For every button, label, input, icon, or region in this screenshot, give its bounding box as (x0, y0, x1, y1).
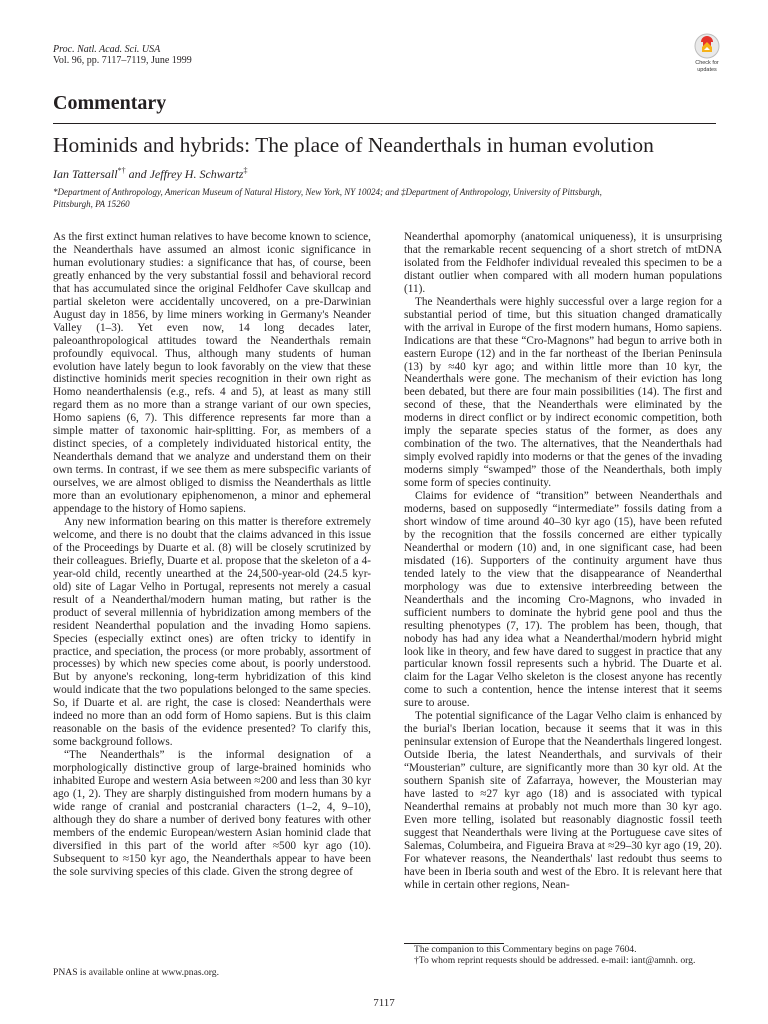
right-column (404, 231, 722, 892)
section-rule (53, 123, 716, 124)
footnote-reprint: †To whom reprint requests should be addressed. e-mail: iant@amnh. org. (414, 955, 696, 966)
paragraph: “The Neanderthals” is the informal designation of a morphologically distinctive group of large-brained hominids who inhabited Europe and western Asia between ≈200 and less than 30 kyr ago (1, 2). They are sharply distinguished from modern humans by a wide range of cranial and postcranial characters (1–2, 4, 9–10), although they do share a number of derived bony features with other members of the endemic European/western Asian hominid clade that diversified in this part of the world after ≈500 kyr ago (10). Subsequent to ≈150 kyr ago, the Neanderthals appear to have been the sole surviving species of this clade. Given the strong degree of (53, 749, 371, 878)
affiliation-line-1: *Department of Anthropology, American Museum of Natural History, New York, NY 10024; and ‡Department of Anthropology, University of Pittsburgh, (53, 187, 602, 197)
affiliation-line-2: Pittsburgh, PA 15260 (53, 198, 130, 209)
availability-note: PNAS is available online at www.pnas.org. (53, 967, 220, 978)
author-line (53, 166, 247, 182)
journal-name: Proc. Natl. Acad. Sci. USA (53, 44, 161, 55)
paragraph: Any new information bearing on this matter is therefore extremely welcome, and there is no doubt that the claims advanced in this issue of the Proceedings by Duarte et al. (8) will be closely scrutinized by their colleagues. Briefly, Duarte et al. propose that the skeleton of a 4-year-old child, recently unearthed at the 24,500-year-old (24.5 kyr-old) site of Lagar Velho in Portugal, represents not merely a casual result of a Neanderthal/modern human mating, but rather is the product of several millennia of hybridization among members of the resident Neanderthal population and the invading Homo sapiens. Species (especially extinct ones) are often tricky to identify in practice, and speciation, the process (or more probably, assortment of processes) by which new species come about, is poorly understood. But by anyone's reckoning, long-term hybridization of this kind would indicate that the two populations belonged to the same species. So, if Duarte et al. are right, the case is closed: Neanderthals were indeed no more than an odd form of Homo sapiens. But is this claim reasonable on the basis of the evidence presented? To clarify this, some background follows. (53, 515, 371, 749)
affiliations (53, 187, 713, 210)
paragraph: The Neanderthals were highly successful over a large region for a substantial period of time, but this situation changed dramatically with the arrival in Europe of the first modern humans, Homo sapiens. Indications are that these “Cro-Magnons” had begun to arrive both in eastern Europe (12) and in the far northeast of the Iberian Peninsula (13) by ≈40 kyr ago; and within little more than 10 kyr, the Neanderthals were gone. The mechanism of their eviction has long been debated, but there are four main possibilities (14). The first and second of these, that the Neanderthals were eliminated by the moderns in direct conflict or by indirect economic competition, both imply the separate species status of the former, as does any combination of the two. The alternatives, that the Neanderthals had simply evolved rapidly into moderns or that the genes of the invading moderns simply “swamped” those of the Neanderthals, both imply some form of species continuity. (404, 295, 722, 490)
paragraph: Claims for evidence of “transition” between Neanderthals and moderns, based on supposedly “intermediate” fossils dating from a short window of time around 40–30 kyr ago (15), have been refuted by the recognition that the fossils concerned are either typically Neanderthal or modern (10) and, in one significant case, had been misdated (16). Supporters of the continuity argument have thus tended lately to the view that the disappearance of Neanderthal morphology was due to extensive interbreeding between the Neanderthals and the incoming Cro-Magnons, who invaded in sufficient numbers to dominate the hybrid gene pool and thus the resulting phenotypes (7, 17). The problem has been, though, that nobody has had any idea what a Neanderthal/modern hybrid might look like in theory, and few have dared to suggest in practice that any particular known fossil represents such a hybrid. The Duarte et al. claim for the Lagar Velho skeleton is the closest anyone has recently come to such a contention, hence the intense interest that it seems sure to arouse. (404, 490, 722, 710)
author-2: Jeffrey H. Schwartz (149, 167, 244, 181)
badge-label-1: Check for (695, 60, 719, 66)
paragraph: As the first extinct human relatives to have become known to science, the Neanderthals have assumed an almost iconic significance in human evolutionary studies: a significance that has, of course, been greatly enhanced by the very substantial fossil and behavioral record that has accumulated since the original Feldhofer Cave skullcap and partial skeleton were accidentally uncovered, on a pre-Darwinian August day in 1856, by lime miners working in Germany's Neander Valley (1–3). Yet even now, 14 long decades later, paleoanthropological attitudes toward the Neanderthals remain profoundly equivocal. Thus, although many students of human evolution have lately begun to look favorably on the view that these distinctive hominids merit species recognition in their own right as Homo neanderthalensis (e.g., refs. 4 and 5), at least as many still regard them as no more than a strange variant of our own species, Homo sapiens (6, 7). This difference represents far more than a simple matter of taxonomic hair-splitting. For, as members of a distinct species, of a completely individuated historical entity, the Neanderthals demand that we analyze and understand them on their own terms. In contrast, if we see them as mere subspecific variants of ourselves, we are almost obliged to dismiss the Neanderthals as little more than an evolutionary epiphenomenon, a minor and ephemeral appendage to the history of Homo sapiens. (53, 231, 371, 516)
page-number: 7117 (373, 997, 395, 1009)
journal-volume: Vol. 96, pp. 7117–7119, June 1999 (53, 55, 192, 66)
author-1-marks: *† (117, 166, 126, 175)
footnote-companion: The companion to this Commentary begins on page 7604. (414, 944, 637, 955)
check-for-updates-icon (693, 33, 721, 59)
check-for-updates-badge[interactable] (683, 33, 731, 73)
author-conjunction: and (125, 167, 150, 181)
article-title: Hominids and hybrids: The place of Neanderthals in human evolution (53, 133, 654, 157)
author-2-marks: ‡ (243, 166, 248, 175)
footnotes (404, 944, 722, 966)
section-heading: Commentary (53, 92, 167, 114)
left-column (53, 231, 371, 879)
badge-label-2: updates (697, 67, 717, 73)
journal-citation (53, 44, 192, 66)
author-1: Ian Tattersall (53, 167, 118, 181)
paragraph: Neanderthal apomorphy (anatomical uniqueness), it is unsurprising that the remarkable recent sequencing of a short stretch of mtDNA isolated from the Feldhofer individual revealed this specimen to be a distant outlier when compared with all modern human populations (11). (404, 231, 722, 295)
paragraph: The potential significance of the Lagar Velho claim is enhanced by the burial's Iberian location, because it seems that it was in this peninsular extension of Europe that the Neanderthals lingered longest. Outside Iberia, the latest Neanderthals, and survivals of their “Mousterian” culture, are significantly more than 30 kyr old. At the southern Spanish site of Zafarraya, however, the Mousterian may have lasted to ≈27 kyr ago (18) and is associated with typical Neanderthal remains at probably not much more than 30 kyr ago. Even more telling, isolated but reasonably diagnostic fossil teeth suggest that Neanderthals were living at the Portuguese cave sites of Salemas, Columbeira, and Figueira Brava at ≈29–30 kyr ago (19, 20). For whatever reasons, the Neanderthals' last redoubt thus seems to have been in Iberia south and west of the Ebro. It is relevant here that while in certain other regions, Nean- (404, 710, 722, 891)
